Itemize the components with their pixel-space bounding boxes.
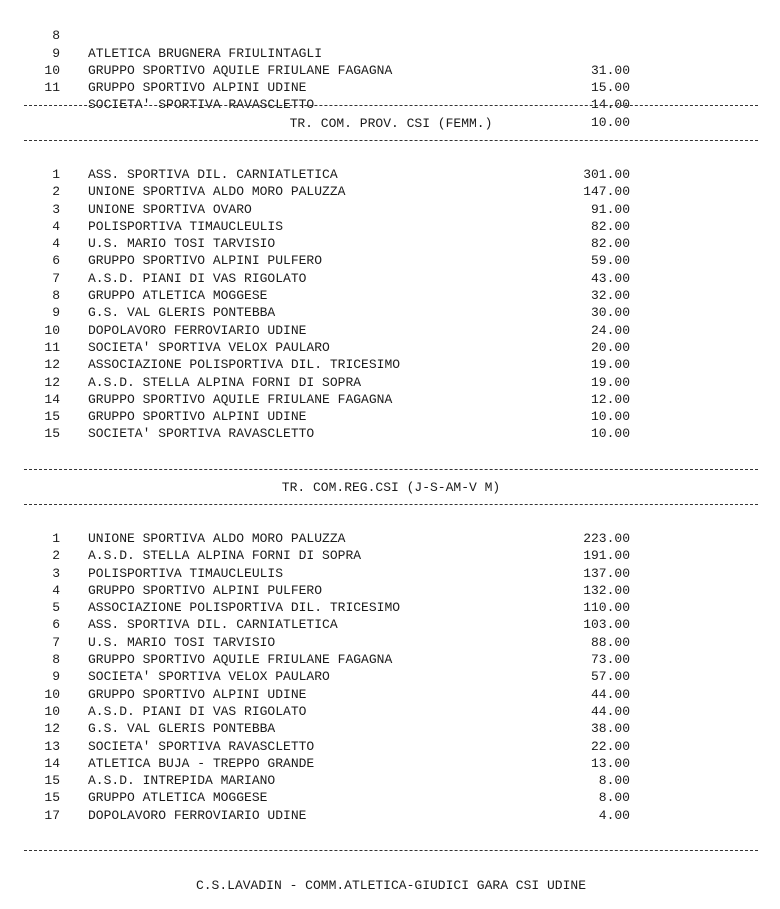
team-name: GRUPPO SPORTIVO AQUILE FRIULANE FAGAGNA: [88, 652, 393, 668]
table-row: [0, 252, 780, 269]
team-name: A.S.D. STELLA ALPINA FORNI DI SOPRA: [88, 548, 362, 564]
rank: 6: [52, 617, 60, 633]
rank: 4: [52, 236, 60, 252]
points: 137.00: [583, 565, 630, 581]
rank: 11: [44, 339, 60, 355]
points: 10.00: [590, 409, 630, 425]
rank: 12: [44, 374, 60, 390]
rank: 10: [44, 322, 60, 338]
dashed-divider: [24, 105, 758, 106]
points: 44.00: [590, 703, 630, 719]
team-name: POLISPORTIVA TIMAUCLEULIS: [88, 218, 284, 234]
team-name: G.S. VAL GLERIS PONTEBBA: [88, 305, 276, 321]
rank: 4: [52, 582, 60, 598]
team-name: GRUPPO SPORTIVO AQUILE FRIULANE FAGAGNA: [88, 391, 393, 407]
ranking-list-femm: [0, 166, 780, 443]
team-name: DOPOLAVORO FERROVIARIO UDINE: [88, 322, 307, 338]
section-title: TR. COM.REG.CSI (J-S-AM-V M): [281, 480, 501, 495]
table-row: [0, 235, 780, 252]
table-row: [0, 408, 780, 425]
rank: 12: [44, 721, 60, 737]
points: 223.00: [583, 531, 630, 546]
team-name: SOCIETA' SPORTIVA RAVASCLETTO: [88, 97, 315, 113]
team-name: A.S.D. PIANI DI VAS RIGOLATO: [88, 270, 307, 286]
team-name: UNIONE SPORTIVA OVARO: [88, 201, 252, 217]
points: 43.00: [590, 270, 630, 286]
table-row: [0, 356, 780, 373]
table-row: [0, 565, 780, 582]
table-row: [0, 738, 780, 755]
team-name: GRUPPO SPORTIVO ALPINI UDINE: [88, 686, 307, 702]
team-name: POLISPORTIVA TIMAUCLEULIS: [88, 565, 284, 581]
points: 10.00: [590, 426, 630, 442]
team-name: U.S. MARIO TOSI TARVISIO: [88, 236, 276, 252]
table-row: [0, 218, 780, 235]
dashed-divider: [24, 504, 758, 505]
points: 19.00: [590, 357, 630, 373]
table-row: [0, 668, 780, 685]
rank: 11: [44, 80, 60, 96]
rank: 8: [52, 28, 60, 44]
points: 22.00: [590, 738, 630, 754]
rank: 10: [44, 62, 60, 78]
points: 14.00: [590, 97, 630, 113]
team-name: SOCIETA' SPORTIVA RAVASCLETTO: [88, 426, 315, 442]
rank: 15: [44, 409, 60, 425]
table-row: [0, 634, 780, 651]
team-name: ASS. SPORTIVA DIL. CARNIATLETICA: [88, 617, 338, 633]
table-row: [0, 789, 780, 806]
rank: 2: [52, 548, 60, 564]
team-name: GRUPPO SPORTIVO ALPINI PULFERO: [88, 253, 323, 269]
points: 10.00: [590, 114, 630, 130]
team-name: ASSOCIAZIONE POLISPORTIVA DIL. TRICESIMO: [88, 357, 401, 373]
dashed-divider: [24, 140, 758, 141]
points: 103.00: [583, 617, 630, 633]
points: 132.00: [583, 582, 630, 598]
team-name: A.S.D. PIANI DI VAS RIGOLATO: [88, 703, 307, 719]
table-row: [0, 425, 780, 442]
team-name: GRUPPO SPORTIVO AQUILE FRIULANE FAGAGNA: [88, 62, 393, 78]
team-name: GRUPPO ATLETICA MOGGESE: [88, 288, 268, 304]
team-name: GRUPPO SPORTIVO ALPINI PULFERO: [88, 582, 323, 598]
points: 24.00: [590, 322, 630, 338]
team-name: UNIONE SPORTIVA ALDO MORO PALUZZA: [88, 184, 346, 200]
table-row: [0, 703, 780, 720]
points: 4.00: [598, 807, 630, 823]
points: 88.00: [590, 634, 630, 650]
team-name: G.S. VAL GLERIS PONTEBBA: [88, 721, 276, 737]
rank: 9: [52, 669, 60, 685]
table-row: [0, 807, 780, 824]
rank: 1: [52, 167, 60, 182]
points: 8.00: [598, 773, 630, 789]
points: 19.00: [590, 374, 630, 390]
team-name: ATLETICA BUJA - TREPPO GRANDE: [88, 755, 315, 771]
points: 191.00: [583, 548, 630, 564]
points: 57.00: [590, 669, 630, 685]
rank: 10: [44, 703, 60, 719]
rank: 15: [44, 426, 60, 442]
table-row: [0, 686, 780, 703]
rank: 8: [52, 288, 60, 304]
rank: 12: [44, 357, 60, 373]
section-title: TR. COM. PROV. CSI (FEMM.): [289, 116, 493, 131]
team-name: GRUPPO ATLETICA MOGGESE: [88, 790, 268, 806]
table-row: [0, 755, 780, 772]
table-row: [0, 547, 780, 564]
rank: 15: [44, 773, 60, 789]
points: 38.00: [590, 721, 630, 737]
rank: 5: [52, 600, 60, 616]
rank: 9: [52, 305, 60, 321]
team-name: DOPOLAVORO FERROVIARIO UDINE: [88, 807, 307, 823]
team-name: GRUPPO SPORTIVO ALPINI UDINE: [88, 409, 307, 425]
table-row: [0, 339, 780, 356]
points: 82.00: [590, 236, 630, 252]
rank: 15: [44, 790, 60, 806]
table-row: [0, 616, 780, 633]
rank: 4: [52, 218, 60, 234]
team-name: ASSOCIAZIONE POLISPORTIVA DIL. TRICESIMO: [88, 600, 401, 616]
rank: 8: [52, 652, 60, 668]
rank: 13: [44, 738, 60, 754]
points: 91.00: [590, 201, 630, 217]
team-name: A.S.D. STELLA ALPINA FORNI DI SOPRA: [88, 374, 362, 390]
table-row: [0, 287, 780, 304]
team-name: GRUPPO SPORTIVO ALPINI UDINE: [88, 80, 307, 96]
table-row: [0, 270, 780, 287]
table-row: [0, 374, 780, 391]
points: 12.00: [590, 391, 630, 407]
rank: 17: [44, 807, 60, 823]
rank: 9: [52, 45, 60, 61]
points: 147.00: [583, 184, 630, 200]
points: 44.00: [590, 686, 630, 702]
team-name: UNIONE SPORTIVA ALDO MORO PALUZZA: [88, 531, 346, 546]
table-row: [0, 530, 780, 547]
points: 59.00: [590, 253, 630, 269]
rank: 2: [52, 184, 60, 200]
table-row: [0, 772, 780, 789]
team-name: SOCIETA' SPORTIVA RAVASCLETTO: [88, 738, 315, 754]
table-row: [0, 651, 780, 668]
rank: 14: [44, 755, 60, 771]
points: 73.00: [590, 652, 630, 668]
table-row: [0, 391, 780, 408]
points: 20.00: [590, 339, 630, 355]
table-row: [0, 201, 780, 218]
rank: 14: [44, 391, 60, 407]
table-row: [0, 720, 780, 737]
points: 30.00: [590, 305, 630, 321]
dashed-divider: [24, 469, 758, 470]
team-name: A.S.D. INTREPIDA MARIANO: [88, 773, 276, 789]
points: 110.00: [583, 600, 630, 616]
table-row: [0, 322, 780, 339]
table-row: [0, 599, 780, 616]
ranking-list-maschile: [0, 530, 780, 824]
dashed-divider: [24, 850, 758, 851]
rank: 6: [52, 253, 60, 269]
rank: 10: [44, 686, 60, 702]
table-row: [0, 304, 780, 321]
table-row: [0, 166, 780, 183]
team-name: ATLETICA BRUGNERA FRIULINTAGLI: [88, 45, 323, 61]
rank: 1: [52, 531, 60, 546]
team-name: ASS. SPORTIVA DIL. CARNIATLETICA: [88, 167, 338, 182]
points: 82.00: [590, 218, 630, 234]
table-row: [0, 582, 780, 599]
points: 301.00: [583, 167, 630, 182]
points: 13.00: [590, 755, 630, 771]
points: 32.00: [590, 288, 630, 304]
team-name: U.S. MARIO TOSI TARVISIO: [88, 634, 276, 650]
team-name: SOCIETA' SPORTIVA VELOX PAULARO: [88, 339, 330, 355]
table-row: [0, 183, 780, 200]
rank: 3: [52, 565, 60, 581]
points: 8.00: [598, 790, 630, 806]
team-name: SOCIETA' SPORTIVA VELOX PAULARO: [88, 669, 330, 685]
points: 15.00: [590, 80, 630, 96]
rank: 3: [52, 201, 60, 217]
rank: 7: [52, 634, 60, 650]
page-footer: C.S.LAVADIN - COMM.ATLETICA-GIUDICI GARA CSI UDINE: [195, 878, 587, 893]
points: 31.00: [590, 62, 630, 78]
rank: 7: [52, 270, 60, 286]
